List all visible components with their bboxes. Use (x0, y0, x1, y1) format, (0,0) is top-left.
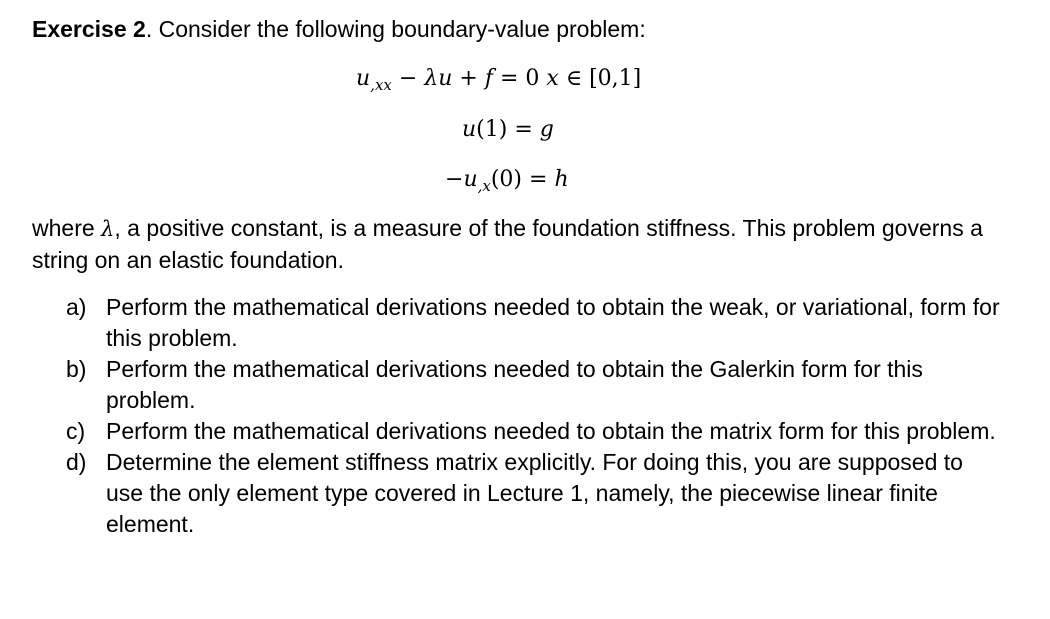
paragraph-lambda: λ (101, 217, 115, 241)
paragraph-after: , a positive constant, is a measure of the foundation stiffness. This problem governs a string on an elastic foundation. (32, 215, 983, 273)
eq1-plus: + (452, 66, 485, 91)
eq1-equals: = 0 (492, 66, 547, 91)
equation-ode (356, 64, 641, 94)
eq2-arg: (1) = (476, 117, 540, 142)
equation-dirichlet-bc (462, 115, 554, 145)
task-marker: a) (66, 294, 87, 320)
task-text: Perform the mathematical derivations needed to obtain the weak, or variational, form for this problem. (106, 294, 1000, 351)
eq1-lambda-u: λu (424, 66, 453, 91)
description-paragraph (32, 213, 992, 276)
task-text: Determine the element stiffness matrix explicitly. For doing this, you are supposed to use the only element type covered in Lecture 1, namely, the piecewise linear finite element. (106, 449, 963, 537)
task-marker: c) (66, 418, 86, 444)
task-text: Perform the mathematical derivations needed to obtain the matrix form for this problem. (106, 418, 996, 444)
exercise-intro-text: . Consider the following boundary-value problem: (145, 16, 646, 42)
task-text: Perform the mathematical derivations needed to obtain the Galerkin form for this problem. (106, 356, 923, 413)
paragraph-before: where (32, 215, 102, 241)
eq3-h: h (554, 167, 569, 192)
eq2-g: g (539, 117, 554, 142)
eq3-minus: − (445, 167, 464, 192)
eq1-u: u (356, 66, 371, 91)
eq2-u: u (462, 117, 477, 142)
task-marker: b) (66, 356, 87, 382)
eq3-arg: (0) = (490, 167, 555, 192)
eq1-f: f (484, 66, 493, 91)
eq1-subscript: ,xx (370, 76, 392, 94)
exercise-label: Exercise 2 (32, 16, 146, 42)
task-list (66, 292, 1006, 540)
eq1-minus: − (391, 66, 425, 91)
exercise-intro (32, 14, 646, 44)
eq3-subscript: ,x (477, 177, 491, 195)
task-item-c (66, 416, 1006, 447)
task-item-d (66, 447, 1006, 540)
eq1-x: x (546, 66, 559, 91)
eq3-u: u (463, 167, 478, 192)
equation-neumann-bc (445, 165, 569, 195)
task-item-b (66, 354, 1006, 416)
task-marker: d) (66, 449, 87, 475)
task-item-a (66, 292, 1006, 354)
eq1-domain: ∈ [0,1] (558, 66, 642, 91)
